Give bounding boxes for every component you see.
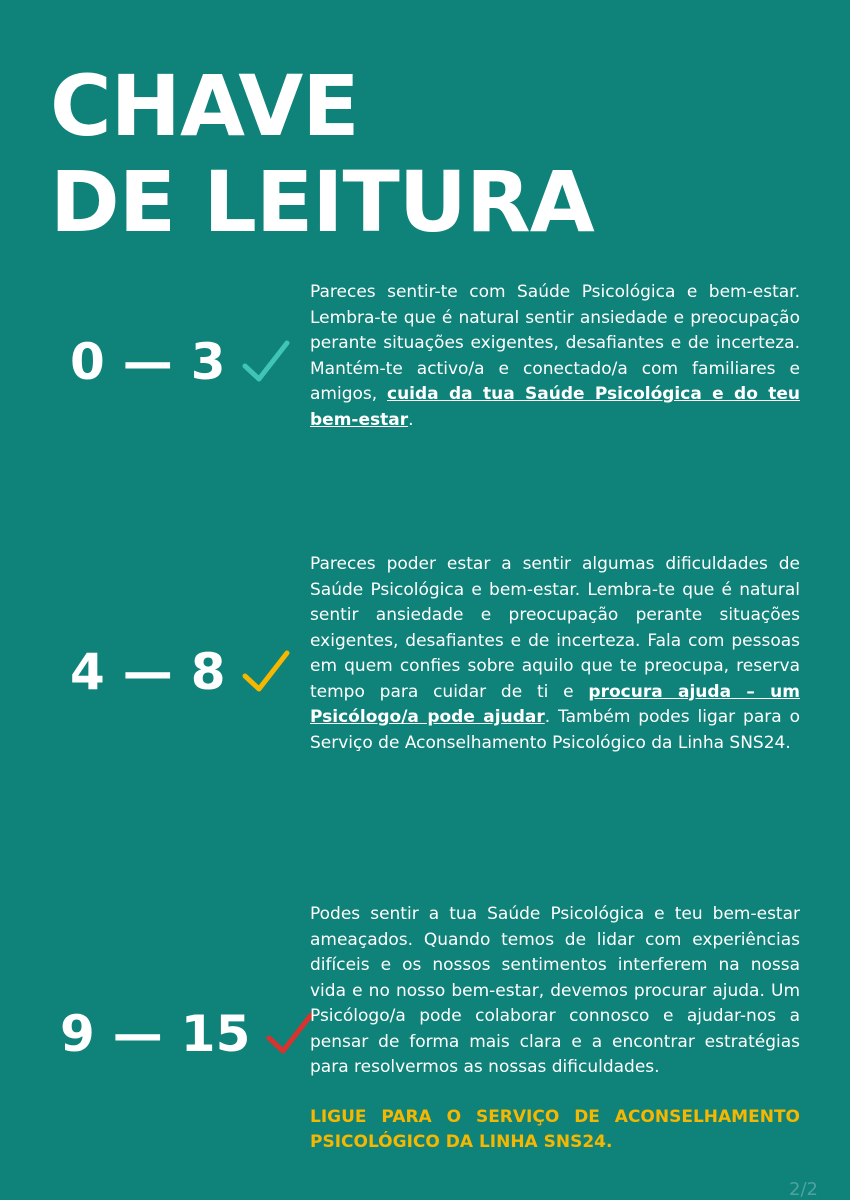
score-range [70, 332, 290, 392]
range-separator: — [122, 333, 173, 391]
range-to: 3 [190, 333, 226, 391]
description-text: Pareces sentir-te com Saúde Psicológica e bem-estar. Lembra-te que é natural sentir ansiedade e preocupação perante situações exigentes, desafiantes e de incerteza. Mantém-te activo/a e conectado/a com familiares e amigos, [310, 282, 800, 404]
range-to: 8 [190, 643, 226, 701]
title-line-1: CHAVE [50, 57, 359, 155]
description-text: Pareces poder estar a sentir algumas dificuldades de Saúde Psicológica e bem-estar. Lembra-te que é natural sentir ansiedade e preocupação perante situações exigentes, desafiantes e de incerteza. Fala com pessoas em quem confies sobre aquilo que te preocupa, reserva tempo para cuidar de ti e [310, 554, 800, 702]
range-from: 4 [70, 643, 105, 701]
range-from: 9 [60, 1005, 95, 1063]
score-description [310, 552, 800, 756]
page-number: 2/2 [789, 1179, 818, 1200]
range-separator: — [122, 643, 173, 701]
range-from: 0 [70, 333, 105, 391]
score-range [60, 1004, 314, 1064]
check-icon [242, 650, 290, 694]
description-text: Podes sentir a tua Saúde Psicológica e teu bem-estar ameaçados. Quando temos de lidar com experiências difíceis e os nossos sentimentos interferem na nossa vida e no nosso bem-estar, devemos procurar ajuda. Um Psicólogo/a pode colaborar connosco e ajudar-nos a pensar de forma mais clara e a encontrar estratégias para resolvermos as nossas dificuldades. [310, 904, 800, 1077]
title-line-2: DE LEITURA [50, 153, 594, 251]
check-icon [242, 340, 290, 384]
range-separator: — [112, 1005, 163, 1063]
self-care-link[interactable]: cuida da tua Saúde Psicológica e do teu bem-estar [310, 384, 800, 430]
page-title [50, 58, 594, 250]
call-to-action: LIGUE PARA O SERVIÇO DE ACONSELHAMENTO PSICOLÓGICO DA LINHA SNS24. [310, 1106, 800, 1152]
description-text-end: . Também podes ligar para o Serviço de Aconselhamento Psicológico da Linha SNS24. [310, 707, 800, 753]
score-range [70, 642, 290, 702]
check-icon [266, 1012, 314, 1056]
description-text-end: . [408, 409, 414, 430]
score-description [310, 902, 800, 1156]
score-description [310, 280, 800, 433]
range-to: 15 [180, 1005, 251, 1063]
seek-help-link[interactable]: procura ajuda – um Psicólogo/a pode ajudar [310, 681, 800, 727]
